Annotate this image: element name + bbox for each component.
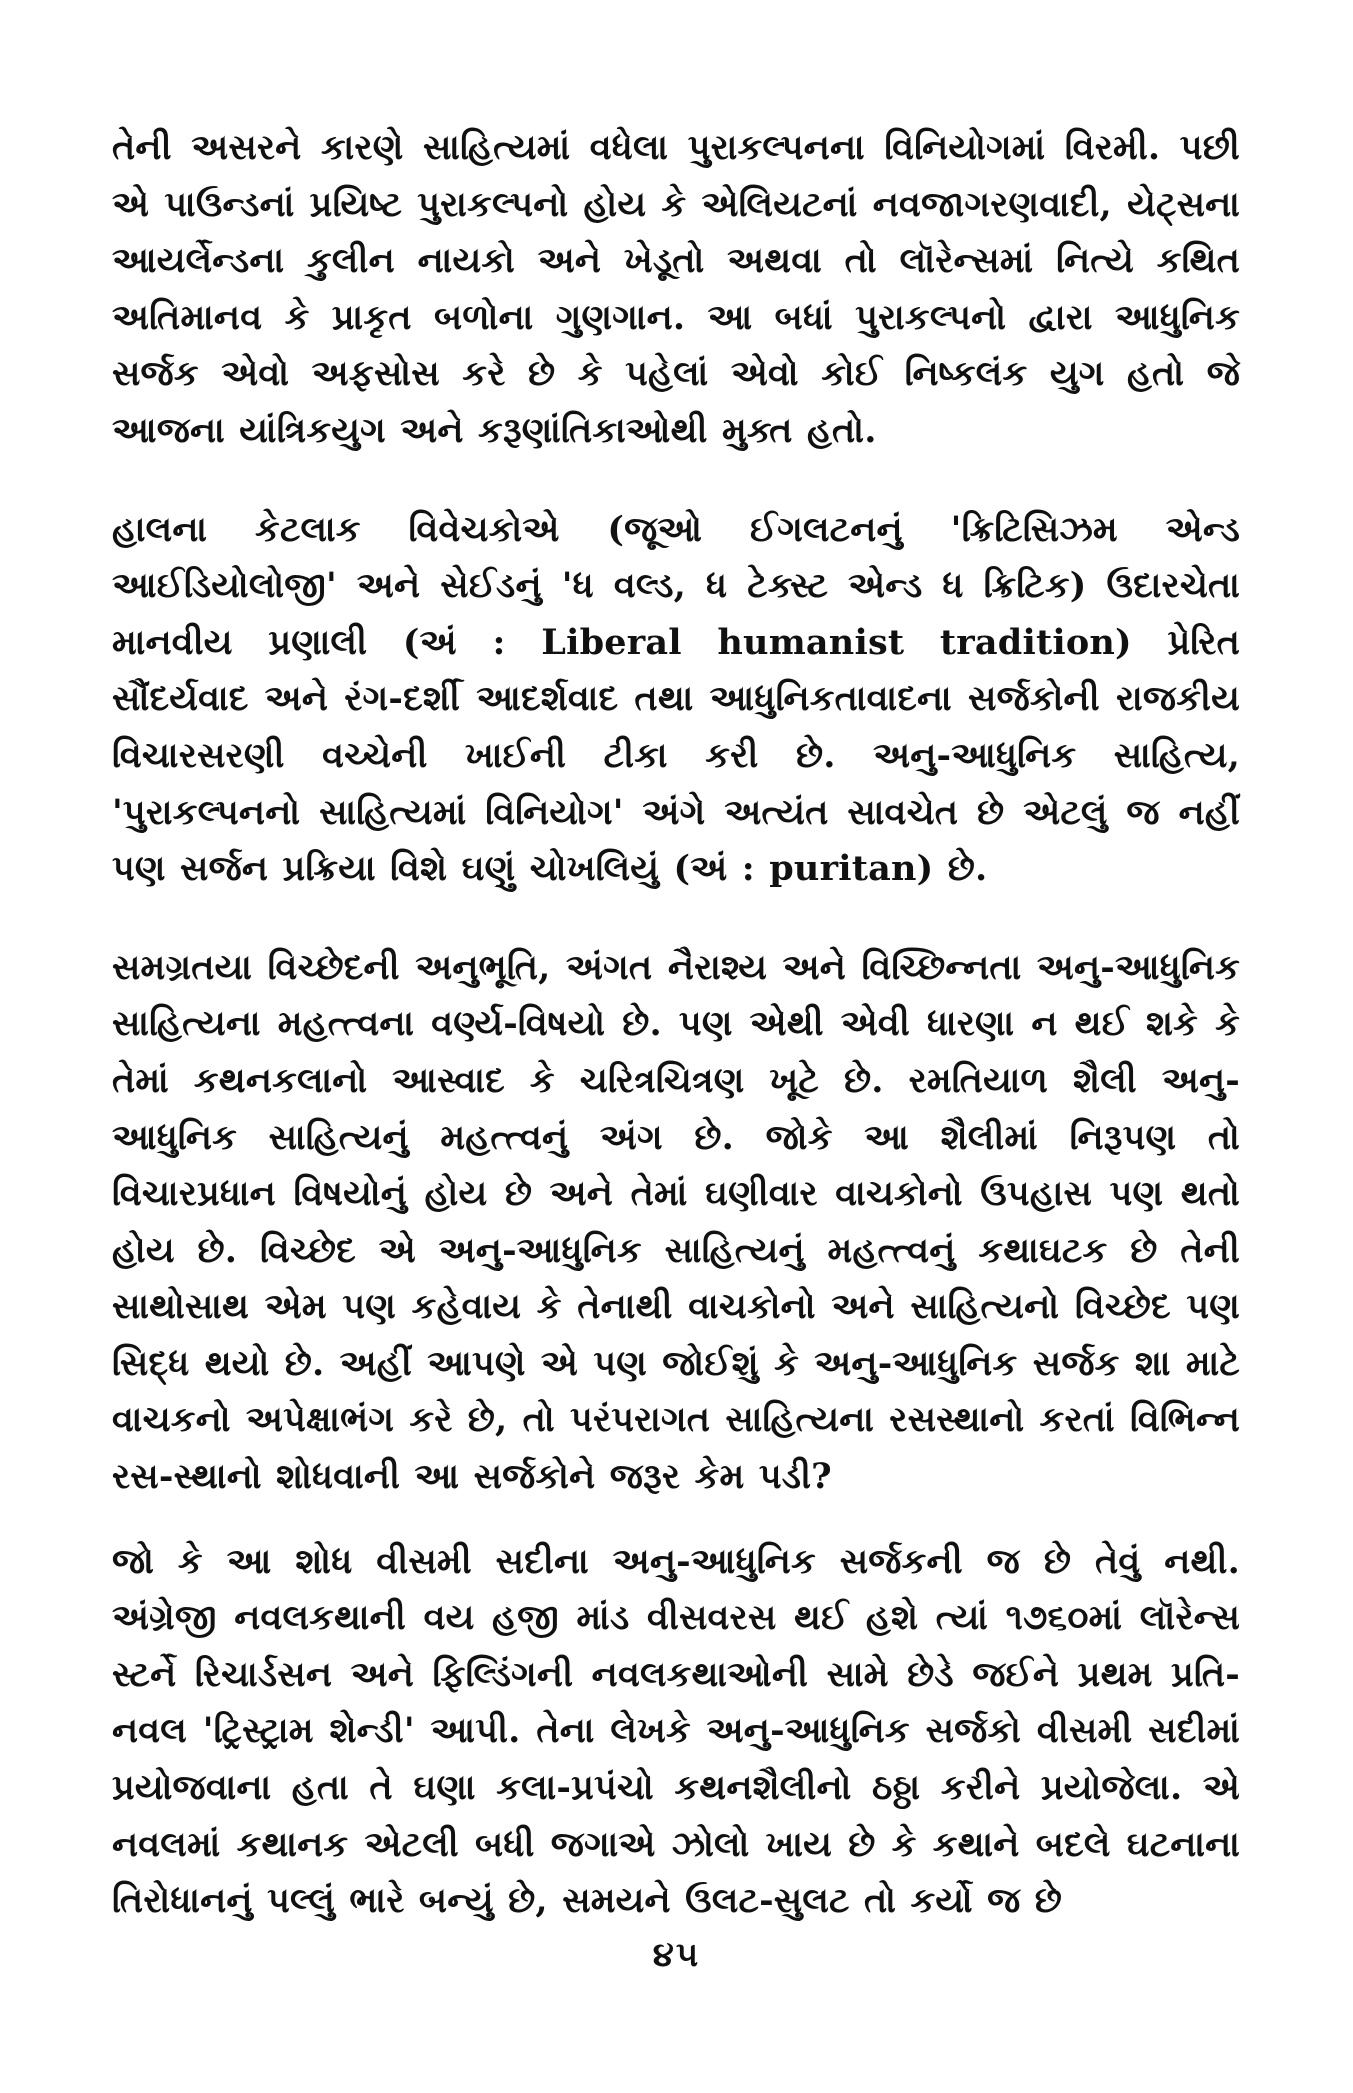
paragraph-3: સમગ્રતયા વિચ્છેદની અનુભૂતિ, અંગત નૈરાશ્ય અને વિચ્છિન્નતા અનુ-આધુનિક સાહિત્યના મહત્ત્વના વર્ણ્ય-વિષયો છે. પણ એથી એવી ધારણા ન થઈ શકે કે તેમાં કથનકલાનો આસ્વાદ કે ચરિત્રચિત્રણ ખૂટે છે. રમતિયાળ શૈલી અનુ-આધુનિક સાહિત્યનું મહત્ત્વનું અંગ છે. જોકે આ શૈલીમાં નિરૂપણ તો વિચારપ્રધાન વિષયોનું હોય છે અને તેમાં ઘણીવાર વાચકોનો ઉપહાસ પણ થતો હોય છે. વિચ્છેદ એ અનુ-આધુનિક સાહિત્યનું મહત્ત્વનું કથાઘટક છે તેની સાથોસાથ એમ પણ કહેવાય કે તેનાથી વાચકોનો અને સાહિત્યનો વિચ્છેદ પણ સિદ્ધ થયો છે. અહીં આપણે એ પણ જોઈશું કે અનુ-આધુનિક સર્જક શા માટે વાચકનો અપેક્ષાભંગ કરે છે, તો પરંપરાગત સાહિત્યના રસસ્થાનો કરતાં વિભિન્ન રસ-સ્થાનો શોધવાની આ સર્જકોને જરૂર કેમ પડી? — [112, 946, 1240, 1498]
paragraph-1: તેની અસરને કારણે સાહિત્યમાં વધેલા પુરાકલ્પનના વિનિયોગમાં વિરમી. પછી એ પાઉન્ડનાં પ્રયિષ્ટ પુરાકલ્પનો હોય કે એલિયટનાં નવજાગરણવાદી, યેટ્સના આયર્લેન્ડના કુલીન નાયકો અને ખેડૂતો અથવા તો લૉરેન્સમાં નિત્યે કથિત અતિમાનવ કે પ્રાકૃત બળોના ગુણગાન. આ બધાં પુરાકલ્પનો દ્વારા આધુનિક સર્જક એવો અફસોસ કરે છે કે પહેલાં એવો કોઈ નિષ્કલંક યુગ હતો જે આજના યાંત્રિકયુગ અને કરૂણાંતિકાઓથી મુક્ત હતો. — [112, 127, 1240, 451]
page-number: ૪૫ — [652, 1935, 701, 1975]
paragraph-2: હાલના કેટલાક વિવેચકોએ (જૂઓ ઈગલટનનું 'ક્રિટિસિઝમ એન્ડ આઈડિયોલોજી' અને સેઈડનું 'ધ વલ્ડ, ધ ટેક્સ્ટ એન્ડ ધ ક્રિટિક) ઉદારચેતા માનવીય પ્રણાલી (અં : Liberal humanist tradition) પ્રેરિત સૌંદર્યવાદ અને રંગ-દર્શી આદર્શવાદ તથા આધુનિકતાવાદના સર્જકોની રાજકીય વિચારસરણી વચ્ચેની ખાઈની ટીકા કરી છે. અનુ-આધુનિક સાહિત્ય, 'પુરાકલ્પનનો સાહિત્યમાં વિનિયોગ' અંગે અત્યંત સાવચેત છે એટલું જ નહીં પણ સર્જન પ્રક્રિયા વિશે ઘણું ચોખલિયું (અં : puritan) છે. — [112, 508, 1240, 890]
paragraph-4: જો કે આ શોધ વીસમી સદીના અનુ-આધુનિક સર્જકની જ છે તેવું નથી. અંગ્રેજી નવલકથાની વય હજી માંડ વીસવરસ થઈ હશે ત્યાં ૧૭૬૦માં લૉરેન્સ સ્ટર્ને રિચાર્ડસન અને ફિલ્ડિંગની નવલકથાઓની સામે છેડે જઈને પ્રથમ પ્રતિ-નવલ 'ટ્રિસ્ટ્રામ શેન્ડી' આપી. તેના લેખકે અનુ-આધુનિક સર્જકો વીસમી સદીમાં પ્રયોજવાના હતા તે ઘણા કલા-પ્રપંચો કથનશૈલીનો ઠઠ્ઠા કરીને પ્રયોજેલા. એ નવલમાં કથાનક એટલી બધી જગાએ ઝોલો ખાય છે કે કથાને બદલે ઘટનાના તિરોધાનનું પલ્લું ભારે બન્યું છે, સમયને ઉલટ-સુલટ તો કર્યો જ છે — [112, 1540, 1240, 1922]
book-page — [112, 120, 1240, 2020]
